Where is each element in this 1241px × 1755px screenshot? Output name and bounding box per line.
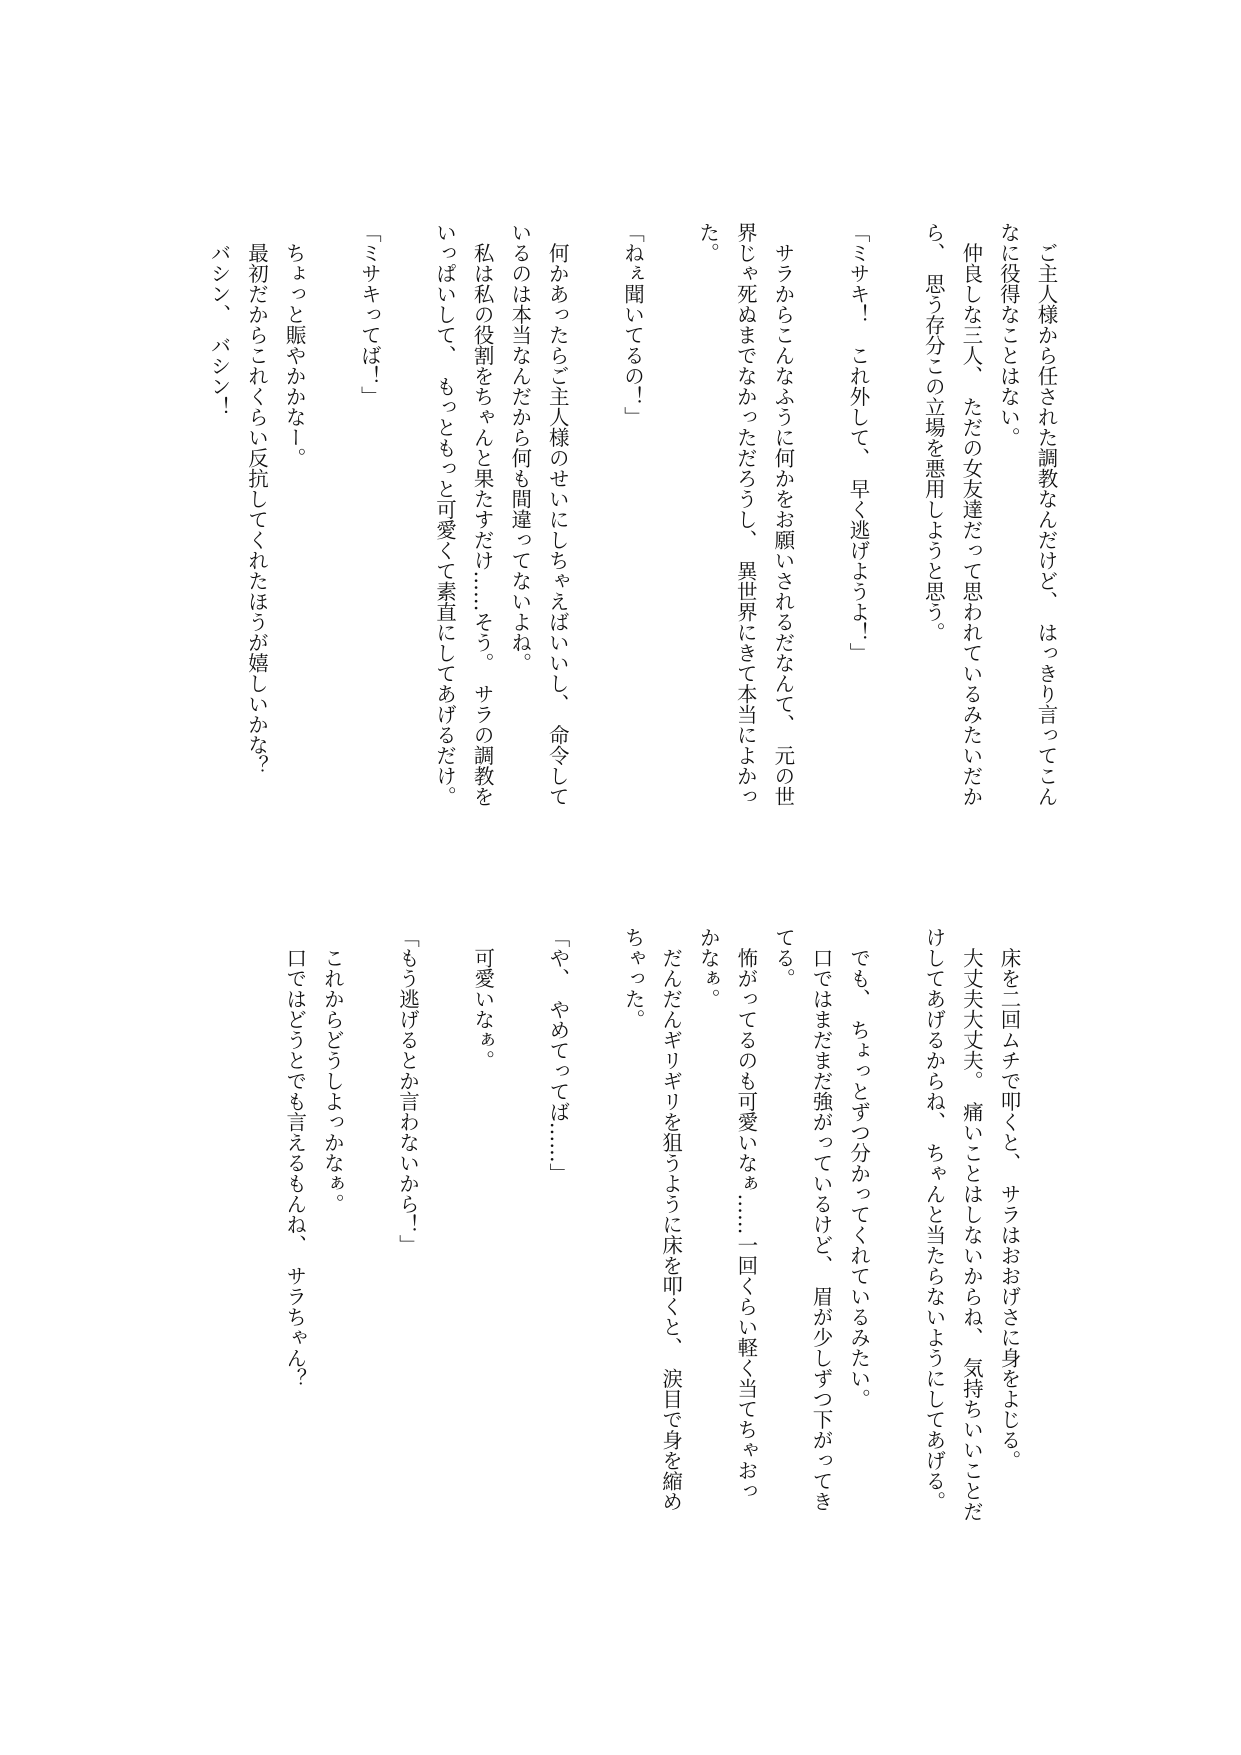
text-line: 床を二回ムチで叩くと、 サラはおおげさに身をよじる。 bbox=[997, 927, 1021, 1471]
text-line: 「ミサキ！ これ外して、 早く逃げようよ！」 bbox=[846, 222, 871, 663]
text-line: 「ねぇ聞いてるの！」 bbox=[620, 222, 645, 427]
text-line: ら、 思う存分この立場を悪用しようと思う。 bbox=[921, 222, 946, 643]
text-line bbox=[501, 927, 539, 1567]
text-block-bottom bbox=[275, 927, 1027, 1567]
text-line: 口ではどうとでも言えるもんね、 サラちゃん？ bbox=[282, 927, 307, 1389]
text-line: かなぁ。 bbox=[696, 927, 721, 1009]
text-line: 最初だからこれくらい反抗してくれたほうが嬉しいかな？ bbox=[244, 222, 269, 776]
text-block-top bbox=[199, 222, 1064, 862]
text-line bbox=[876, 222, 914, 862]
text-line: 私は私の役割をちゃんと果たすだけ……そう。 サラの調教を bbox=[470, 222, 495, 807]
text-line bbox=[576, 927, 614, 1567]
text-line: けしてあげるからね、 ちゃんと当たらないようにしてあげる。 bbox=[921, 927, 946, 1512]
text-line: なに役得なことはない。 bbox=[996, 222, 1021, 448]
text-line: 「もう逃げるとか言わないから！」 bbox=[395, 927, 420, 1255]
text-line: 「ミサキってば！」 bbox=[357, 222, 382, 407]
text-line: いるのは本当なんだから何も間違ってないよね。 bbox=[507, 222, 532, 673]
text-line: 口ではまだまだ強がっているけど、 眉が少しずつ下がってき bbox=[809, 927, 834, 1512]
text-line: ちゃった。 bbox=[621, 927, 646, 1030]
text-line: ちょっと賑やかかなー。 bbox=[282, 222, 307, 468]
text-line bbox=[350, 927, 388, 1567]
text-line bbox=[877, 927, 915, 1567]
text-line: だんだんギリギリを狙うように床を叩くと、 涙目で身を縮め bbox=[658, 927, 683, 1512]
text-line: た。 bbox=[695, 222, 720, 263]
text-line bbox=[650, 222, 688, 862]
text-line: サラからこんなふうに何かをお願いされるだなんて、 元の世 bbox=[770, 222, 795, 807]
text-line bbox=[801, 222, 839, 862]
text-line: いっぱいして、 もっともっと可愛くて素直にしてあげるだけ。 bbox=[432, 222, 457, 807]
text-line bbox=[312, 222, 350, 862]
text-line bbox=[387, 222, 425, 862]
text-line: 「や、 やめてってば……」 bbox=[545, 927, 570, 1184]
text-line: これからどうしよっかなぁ。 bbox=[320, 927, 345, 1214]
text-line: バシン、 バシン！ bbox=[206, 222, 231, 417]
text-line: 仲良しな三人、 ただの女友達だって思われているみたいだか bbox=[958, 222, 983, 807]
text-line: ご主人様から任された調教なんだけど、 はっきり言ってこん bbox=[1034, 222, 1058, 807]
text-line bbox=[426, 927, 464, 1567]
text-line: でも、 ちょっとずつ分かってくれているみたい。 bbox=[846, 927, 871, 1409]
text-line: 界じゃ死ぬまでなかっただろうし、 異世界にきて本当によかっ bbox=[733, 222, 758, 807]
text-line bbox=[575, 222, 613, 862]
text-line: 何かあったらご主人様のせいにしちゃえばいいし、 命令して bbox=[545, 222, 570, 807]
text-line: 大丈夫大丈夫。 痛いことはしないからね、 気持ちいいことだ bbox=[959, 927, 984, 1522]
text-line: てる。 bbox=[771, 927, 796, 989]
text-line: 可愛いなぁ。 bbox=[470, 927, 495, 1071]
text-line: 怖がってるのも可愛いなぁ……一回くらい軽く当てちゃおっ bbox=[733, 927, 758, 1501]
